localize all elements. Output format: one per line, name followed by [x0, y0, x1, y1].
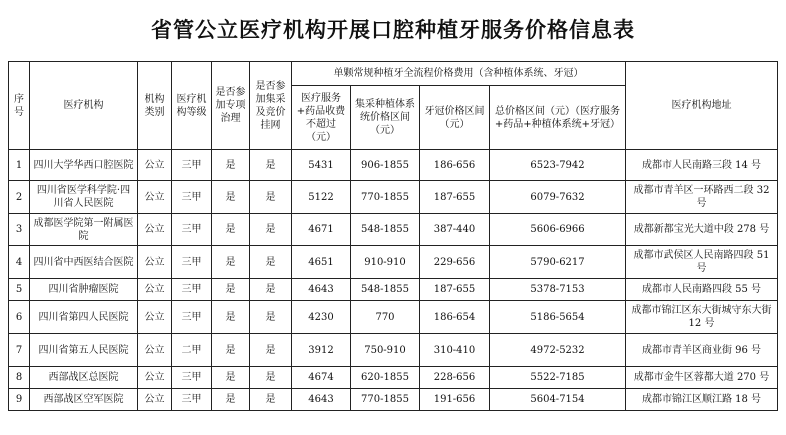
- table-row: [9, 150, 778, 181]
- header-level: 医疗机构等级: [172, 62, 212, 150]
- cell-service-fee: 4230: [292, 301, 351, 334]
- cell-level: 三甲: [172, 181, 212, 214]
- cell-special: 是: [212, 181, 250, 214]
- table-row: [9, 334, 778, 367]
- header-crown-price: 牙冠价格区间（元）: [420, 86, 490, 150]
- cell-implant-price: 770: [351, 301, 420, 334]
- cell-total-price: 5604-7154: [490, 389, 626, 411]
- cell-implant-price: 770-1855: [351, 389, 420, 411]
- table-row: [9, 389, 778, 411]
- cell-level: 三甲: [172, 389, 212, 411]
- cell-total-price: 5522-7185: [490, 367, 626, 389]
- cell-special: 是: [212, 279, 250, 301]
- header-category: 机构类别: [138, 62, 172, 150]
- cell-address: 成都市青羊区一环路西二段 32 号: [626, 181, 778, 214]
- price-table: [8, 61, 778, 411]
- cell-seq: 1: [9, 150, 30, 181]
- cell-total-price: 5606-6966: [490, 214, 626, 246]
- cell-seq: 4: [9, 246, 30, 279]
- cell-level: 三甲: [172, 301, 212, 334]
- cell-category: 公立: [138, 246, 172, 279]
- cell-level: 三甲: [172, 150, 212, 181]
- header-special: 是否参加专项治理: [212, 62, 250, 150]
- header-price-group: 单颗常规种植牙全流程价格费用（含种植体系统、牙冠）: [292, 62, 626, 86]
- cell-institution: 西部战区空军医院: [30, 389, 138, 411]
- cell-special: 是: [212, 367, 250, 389]
- header-total-price: 总价格区间（元）（医疗服务+药品+种植体系统+牙冠）: [490, 86, 626, 150]
- table-row: [9, 214, 778, 246]
- cell-category: 公立: [138, 214, 172, 246]
- cell-service-fee: 4651: [292, 246, 351, 279]
- cell-level: 三甲: [172, 246, 212, 279]
- cell-category: 公立: [138, 301, 172, 334]
- cell-procurement: 是: [250, 246, 292, 279]
- cell-institution: 西部战区总医院: [30, 367, 138, 389]
- cell-procurement: 是: [250, 301, 292, 334]
- cell-procurement: 是: [250, 181, 292, 214]
- cell-seq: 2: [9, 181, 30, 214]
- cell-category: 公立: [138, 334, 172, 367]
- cell-level: 三甲: [172, 214, 212, 246]
- cell-special: 是: [212, 301, 250, 334]
- cell-crown-price: 187-655: [420, 279, 490, 301]
- cell-address: 成都市人民南路四段 55 号: [626, 279, 778, 301]
- cell-implant-price: 910-910: [351, 246, 420, 279]
- cell-category: 公立: [138, 279, 172, 301]
- cell-implant-price: 548-1855: [351, 214, 420, 246]
- cell-procurement: 是: [250, 279, 292, 301]
- cell-crown-price: 187-655: [420, 181, 490, 214]
- cell-crown-price: 186-656: [420, 150, 490, 181]
- table-row: [9, 246, 778, 279]
- cell-service-fee: 4643: [292, 279, 351, 301]
- cell-institution: 四川省医学科学院·四川省人民医院: [30, 181, 138, 214]
- cell-implant-price: 906-1855: [351, 150, 420, 181]
- header-institution: 医疗机构: [30, 62, 138, 150]
- cell-service-fee: 4671: [292, 214, 351, 246]
- cell-address: 成都市武侯区人民南路四段 51 号: [626, 246, 778, 279]
- table-row: [9, 279, 778, 301]
- cell-total-price: 5186-5654: [490, 301, 626, 334]
- cell-seq: 7: [9, 334, 30, 367]
- cell-service-fee: 3912: [292, 334, 351, 367]
- cell-seq: 9: [9, 389, 30, 411]
- cell-address: 成都市金牛区蓉都大道 270 号: [626, 367, 778, 389]
- header-procurement: 是否参加集采及竞价挂网: [250, 62, 292, 150]
- cell-category: 公立: [138, 367, 172, 389]
- table-row: [9, 367, 778, 389]
- cell-category: 公立: [138, 389, 172, 411]
- cell-crown-price: 310-410: [420, 334, 490, 367]
- cell-crown-price: 191-656: [420, 389, 490, 411]
- cell-address: 成都市锦江区顺江路 18 号: [626, 389, 778, 411]
- cell-total-price: 5790-6217: [490, 246, 626, 279]
- cell-procurement: 是: [250, 367, 292, 389]
- cell-procurement: 是: [250, 334, 292, 367]
- cell-total-price: 4972-5232: [490, 334, 626, 367]
- cell-procurement: 是: [250, 214, 292, 246]
- header-address: 医疗机构地址: [626, 62, 778, 150]
- cell-institution: 四川省肿瘤医院: [30, 279, 138, 301]
- cell-total-price: 5378-7153: [490, 279, 626, 301]
- table-row: [9, 181, 778, 214]
- table-row: [9, 301, 778, 334]
- cell-service-fee: 4674: [292, 367, 351, 389]
- header-implant-price: 集采种植体系统价格区间（元）: [351, 86, 420, 150]
- cell-service-fee: 5122: [292, 181, 351, 214]
- cell-total-price: 6523-7942: [490, 150, 626, 181]
- cell-implant-price: 750-910: [351, 334, 420, 367]
- cell-address: 成都新都宝光大道中段 278 号: [626, 214, 778, 246]
- cell-total-price: 6079-7632: [490, 181, 626, 214]
- cell-special: 是: [212, 389, 250, 411]
- document-title: 省管公立医疗机构开展口腔种植牙服务价格信息表: [151, 18, 635, 42]
- cell-special: 是: [212, 150, 250, 181]
- cell-institution: 四川大学华西口腔医院: [30, 150, 138, 181]
- cell-institution: 成都医学院第一附属医院: [30, 214, 138, 246]
- cell-seq: 6: [9, 301, 30, 334]
- cell-category: 公立: [138, 181, 172, 214]
- cell-address: 成都市青羊区商业街 96 号: [626, 334, 778, 367]
- cell-crown-price: 229-656: [420, 246, 490, 279]
- cell-procurement: 是: [250, 389, 292, 411]
- cell-crown-price: 186-654: [420, 301, 490, 334]
- cell-special: 是: [212, 246, 250, 279]
- cell-address: 成都市锦江区东大街城守东大街 12 号: [626, 301, 778, 334]
- cell-institution: 四川省中西医结合医院: [30, 246, 138, 279]
- cell-seq: 8: [9, 367, 30, 389]
- cell-crown-price: 387-440: [420, 214, 490, 246]
- cell-special: 是: [212, 334, 250, 367]
- cell-level: 三甲: [172, 279, 212, 301]
- header-service-fee: 医疗服务+药品收费不超过（元）: [292, 86, 351, 150]
- cell-institution: 四川省第五人民医院: [30, 334, 138, 367]
- cell-seq: 5: [9, 279, 30, 301]
- cell-category: 公立: [138, 150, 172, 181]
- cell-implant-price: 548-1855: [351, 279, 420, 301]
- header-seq: 序号: [9, 62, 30, 150]
- cell-crown-price: 228-656: [420, 367, 490, 389]
- cell-level: 三甲: [172, 367, 212, 389]
- cell-special: 是: [212, 214, 250, 246]
- cell-procurement: 是: [250, 150, 292, 181]
- cell-seq: 3: [9, 214, 30, 246]
- cell-address: 成都市人民南路三段 14 号: [626, 150, 778, 181]
- cell-service-fee: 4643: [292, 389, 351, 411]
- cell-level: 二甲: [172, 334, 212, 367]
- cell-implant-price: 770-1855: [351, 181, 420, 214]
- cell-service-fee: 5431: [292, 150, 351, 181]
- cell-implant-price: 620-1855: [351, 367, 420, 389]
- cell-institution: 四川省第四人民医院: [30, 301, 138, 334]
